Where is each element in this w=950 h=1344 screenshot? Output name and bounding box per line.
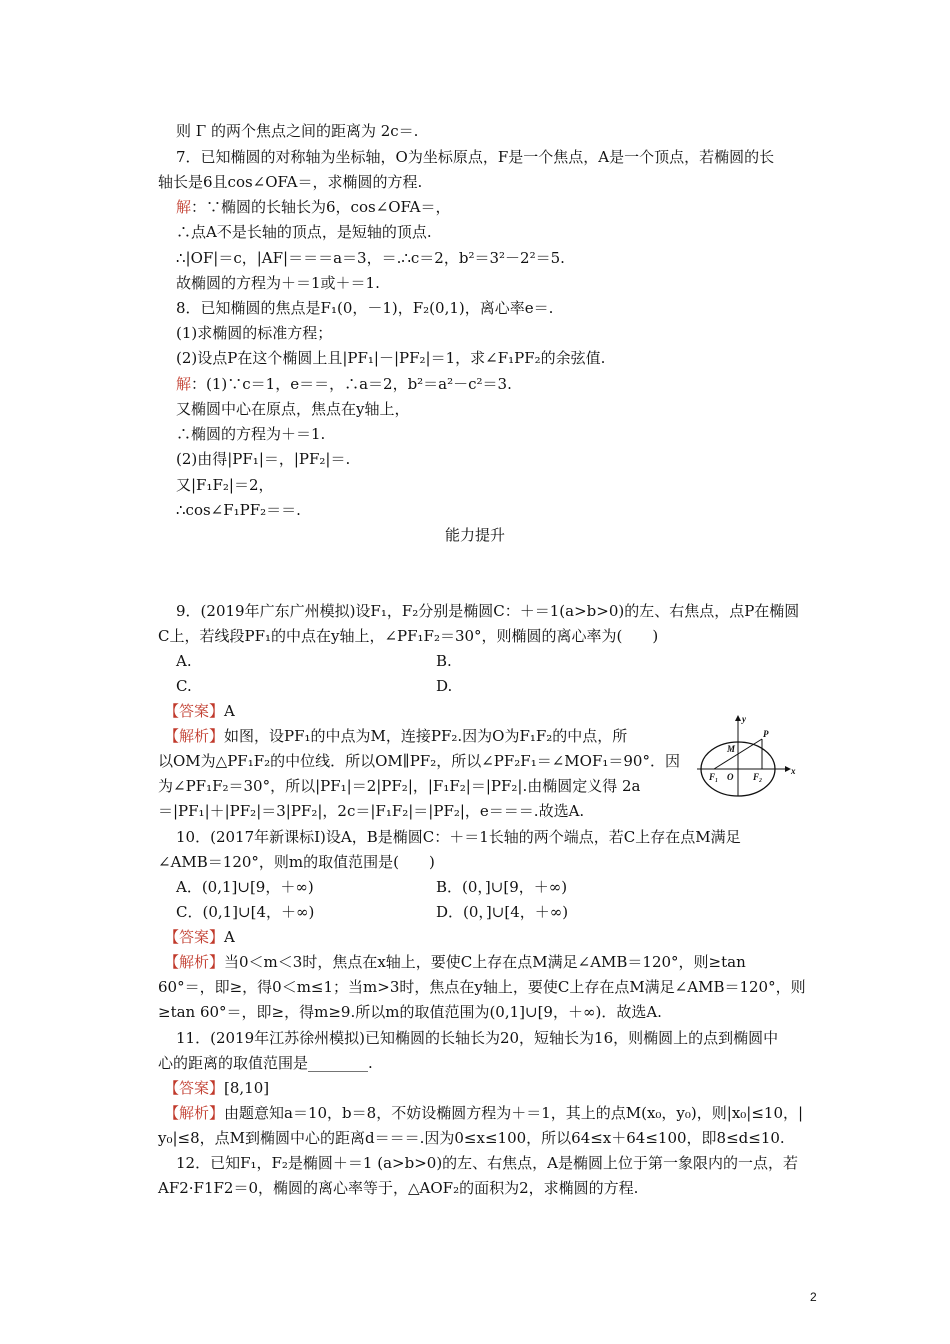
answer-11: 【答案】[8,10] [164, 1079, 270, 1097]
problem-8-line-1: 8．已知椭圆的焦点是F₁(0，－1)，F₂(0,1)，离心率e＝. [176, 299, 554, 317]
analysis-10-line-2: 60°＝，即≥，得0＜m≤1；当m>3时，焦点在y轴上，要使C上存在点M满足∠AMB＝120°，则 [158, 978, 806, 996]
label-o: O [727, 772, 734, 782]
page-number: 2 [810, 1290, 817, 1304]
solution-7-line-1: 解：∵椭圆的长轴长为6，cos∠OFA＝， [176, 198, 451, 216]
choice-d: D. [436, 677, 453, 695]
section-title: 能力提升 [444, 526, 505, 544]
problem-10-line-1: 10．(2017年新课标Ⅰ)设A，B是椭圆C：＋＝1长轴的两个端点，若C上存在点M满足 [176, 828, 741, 846]
solution-8-line-2: 又椭圆中心在原点，焦点在y轴上， [176, 400, 410, 418]
label-p: P [763, 729, 769, 739]
solution-8-line-5: 又|F₁F₂|＝2， [176, 476, 274, 494]
problem-12-line-1: 12．已知F₁，F₂是椭圆＋＝1 (a>b>0)的左、右焦点，A是椭圆上位于第一象限内的一点，若 [176, 1154, 799, 1172]
ellipse-figure [695, 712, 800, 798]
choice-b: B．(0，]∪[9，＋∞) [436, 878, 568, 896]
analysis-10-line-1: 【解析】当0＜m＜3时，焦点在x轴上，要使C上存在点M满足∠AMB＝120°，则≥tan [164, 953, 746, 971]
analysis-11-line-2: y₀|≤8，点M到椭圆中心的距离d＝＝＝.因为0≤x≤100，所以64≤x＋64≤100，即8≤d≤10. [158, 1129, 785, 1147]
label-y: y [742, 714, 746, 724]
problem-8-line-2: (1)求椭圆的标准方程； [176, 324, 333, 342]
problem-7-line-2: 轴长是6且cos∠OFA＝，求椭圆的方程. [158, 173, 423, 191]
answer-label: 【答案】 [164, 702, 225, 720]
problem-11-line-2: 心的距离的取值范围是________. [158, 1054, 373, 1072]
choice-b: B. [436, 652, 452, 670]
solution-7-line-2: ∴点A不是长轴的顶点，是短轴的顶点. [176, 223, 432, 241]
label-f2: F₂ [753, 772, 763, 782]
solution-label: 解 [176, 375, 192, 393]
solution-7-line-4: 故椭圆的方程为＋＝1或＋＝1. [176, 274, 380, 292]
analysis-10-line-3: ≥tan 60°＝，即≥，得m≥9.所以m的取值范围为(0,1]∪[9，＋∞)．故选A. [158, 1003, 662, 1021]
analysis-label: 【解析】 [164, 1104, 225, 1122]
analysis-label: 【解析】 [164, 953, 225, 971]
solution-8-line-1: 解：(1)∵c＝1，e＝＝，∴a＝2，b²＝a²－c²＝3. [176, 375, 512, 393]
label-f1: F₁ [709, 772, 719, 782]
choice-c: C．(0,1]∪[4，＋∞) [176, 903, 315, 921]
choice-c: C. [176, 677, 192, 695]
problem-10-line-2: ∠AMB＝120°，则m的取值范围是( ) [158, 853, 435, 871]
label-x: x [791, 766, 796, 776]
solution-label: 解 [176, 198, 192, 216]
solution-7-line-3: ∴|OF|＝c，|AF|＝＝＝a＝3，＝.∴c＝2，b²＝3²－2²＝5. [176, 249, 565, 267]
analysis-label: 【解析】 [164, 727, 225, 745]
solution-8-line-3: ∴椭圆的方程为＋＝1. [176, 425, 326, 443]
problem-7-line-1: 7．已知椭圆的对称轴为坐标轴，O为坐标原点，F是一个焦点，A是一个顶点，若椭圆的长 [176, 148, 775, 166]
analysis-11-line-1: 【解析】由题意知a＝10，b＝8，不妨设椭圆方程为＋＝1，其上的点M(x₀，y₀)，则|x₀|≤10，| [164, 1104, 804, 1122]
analysis-9-line-1: 【解析】如图，设PF₁的中点为M，连接PF₂.因为O为F₁F₂的中点，所 [164, 727, 628, 745]
problem-9-line-2: C上，若线段PF₁的中点在y轴上，∠PF₁F₂＝30°，则椭圆的离心率为( ) [158, 627, 659, 645]
choice-a: A．(0,1]∪[9，＋∞) [176, 878, 314, 896]
analysis-9-line-3: 为∠PF₁F₂＝30°，所以|PF₁|＝2|PF₂|，|F₁F₂|＝|PF₂|.由椭圆定义得 2a [158, 777, 641, 795]
choice-a: A. [176, 652, 192, 670]
analysis-9-line-2: 以OM为△PF₁F₂的中位线．所以OM∥PF₂，所以∠PF₂F₁＝∠MOF₁＝90°．因 [158, 752, 680, 770]
answer-10: 【答案】A [164, 928, 235, 946]
solution-8-line-6: ∴cos∠F₁PF₂＝＝. [176, 501, 301, 519]
problem-8-line-3: (2)设点P在这个椭圆上且|PF₁|－|PF₂|＝1，求∠F₁PF₂的余弦值. [176, 349, 606, 367]
answer-label: 【答案】 [164, 928, 225, 946]
solution-8-line-4: (2)由得|PF₁|＝，|PF₂|＝. [176, 450, 351, 468]
label-m: M [727, 744, 736, 754]
text-line: 则 Γ 的两个焦点之间的距离为 2c＝. [176, 122, 419, 140]
answer-label: 【答案】 [164, 1079, 225, 1097]
answer-9: 【答案】A [164, 702, 235, 720]
problem-12-line-2: AF2·F1F2＝0，椭圆的离心率等于，△AOF₂的面积为2，求椭圆的方程. [158, 1179, 639, 1197]
problem-11-line-1: 11．(2019年江苏徐州模拟)已知椭圆的长轴长为20，短轴长为16，则椭圆上的点到椭圆中 [176, 1029, 779, 1047]
analysis-9-line-4: ＝|PF₁|＋|PF₂|＝3|PF₂|，2c＝|F₁F₂|＝|PF₂|，e＝＝＝.故选A. [158, 802, 585, 820]
problem-9-line-1: 9．(2019年广东广州模拟)设F₁，F₂分别是椭圆C：＋＝1(a>b>0)的左、右焦点，点P在椭圆 [176, 602, 800, 620]
choice-d: D．(0，]∪[4，＋∞) [436, 903, 569, 921]
